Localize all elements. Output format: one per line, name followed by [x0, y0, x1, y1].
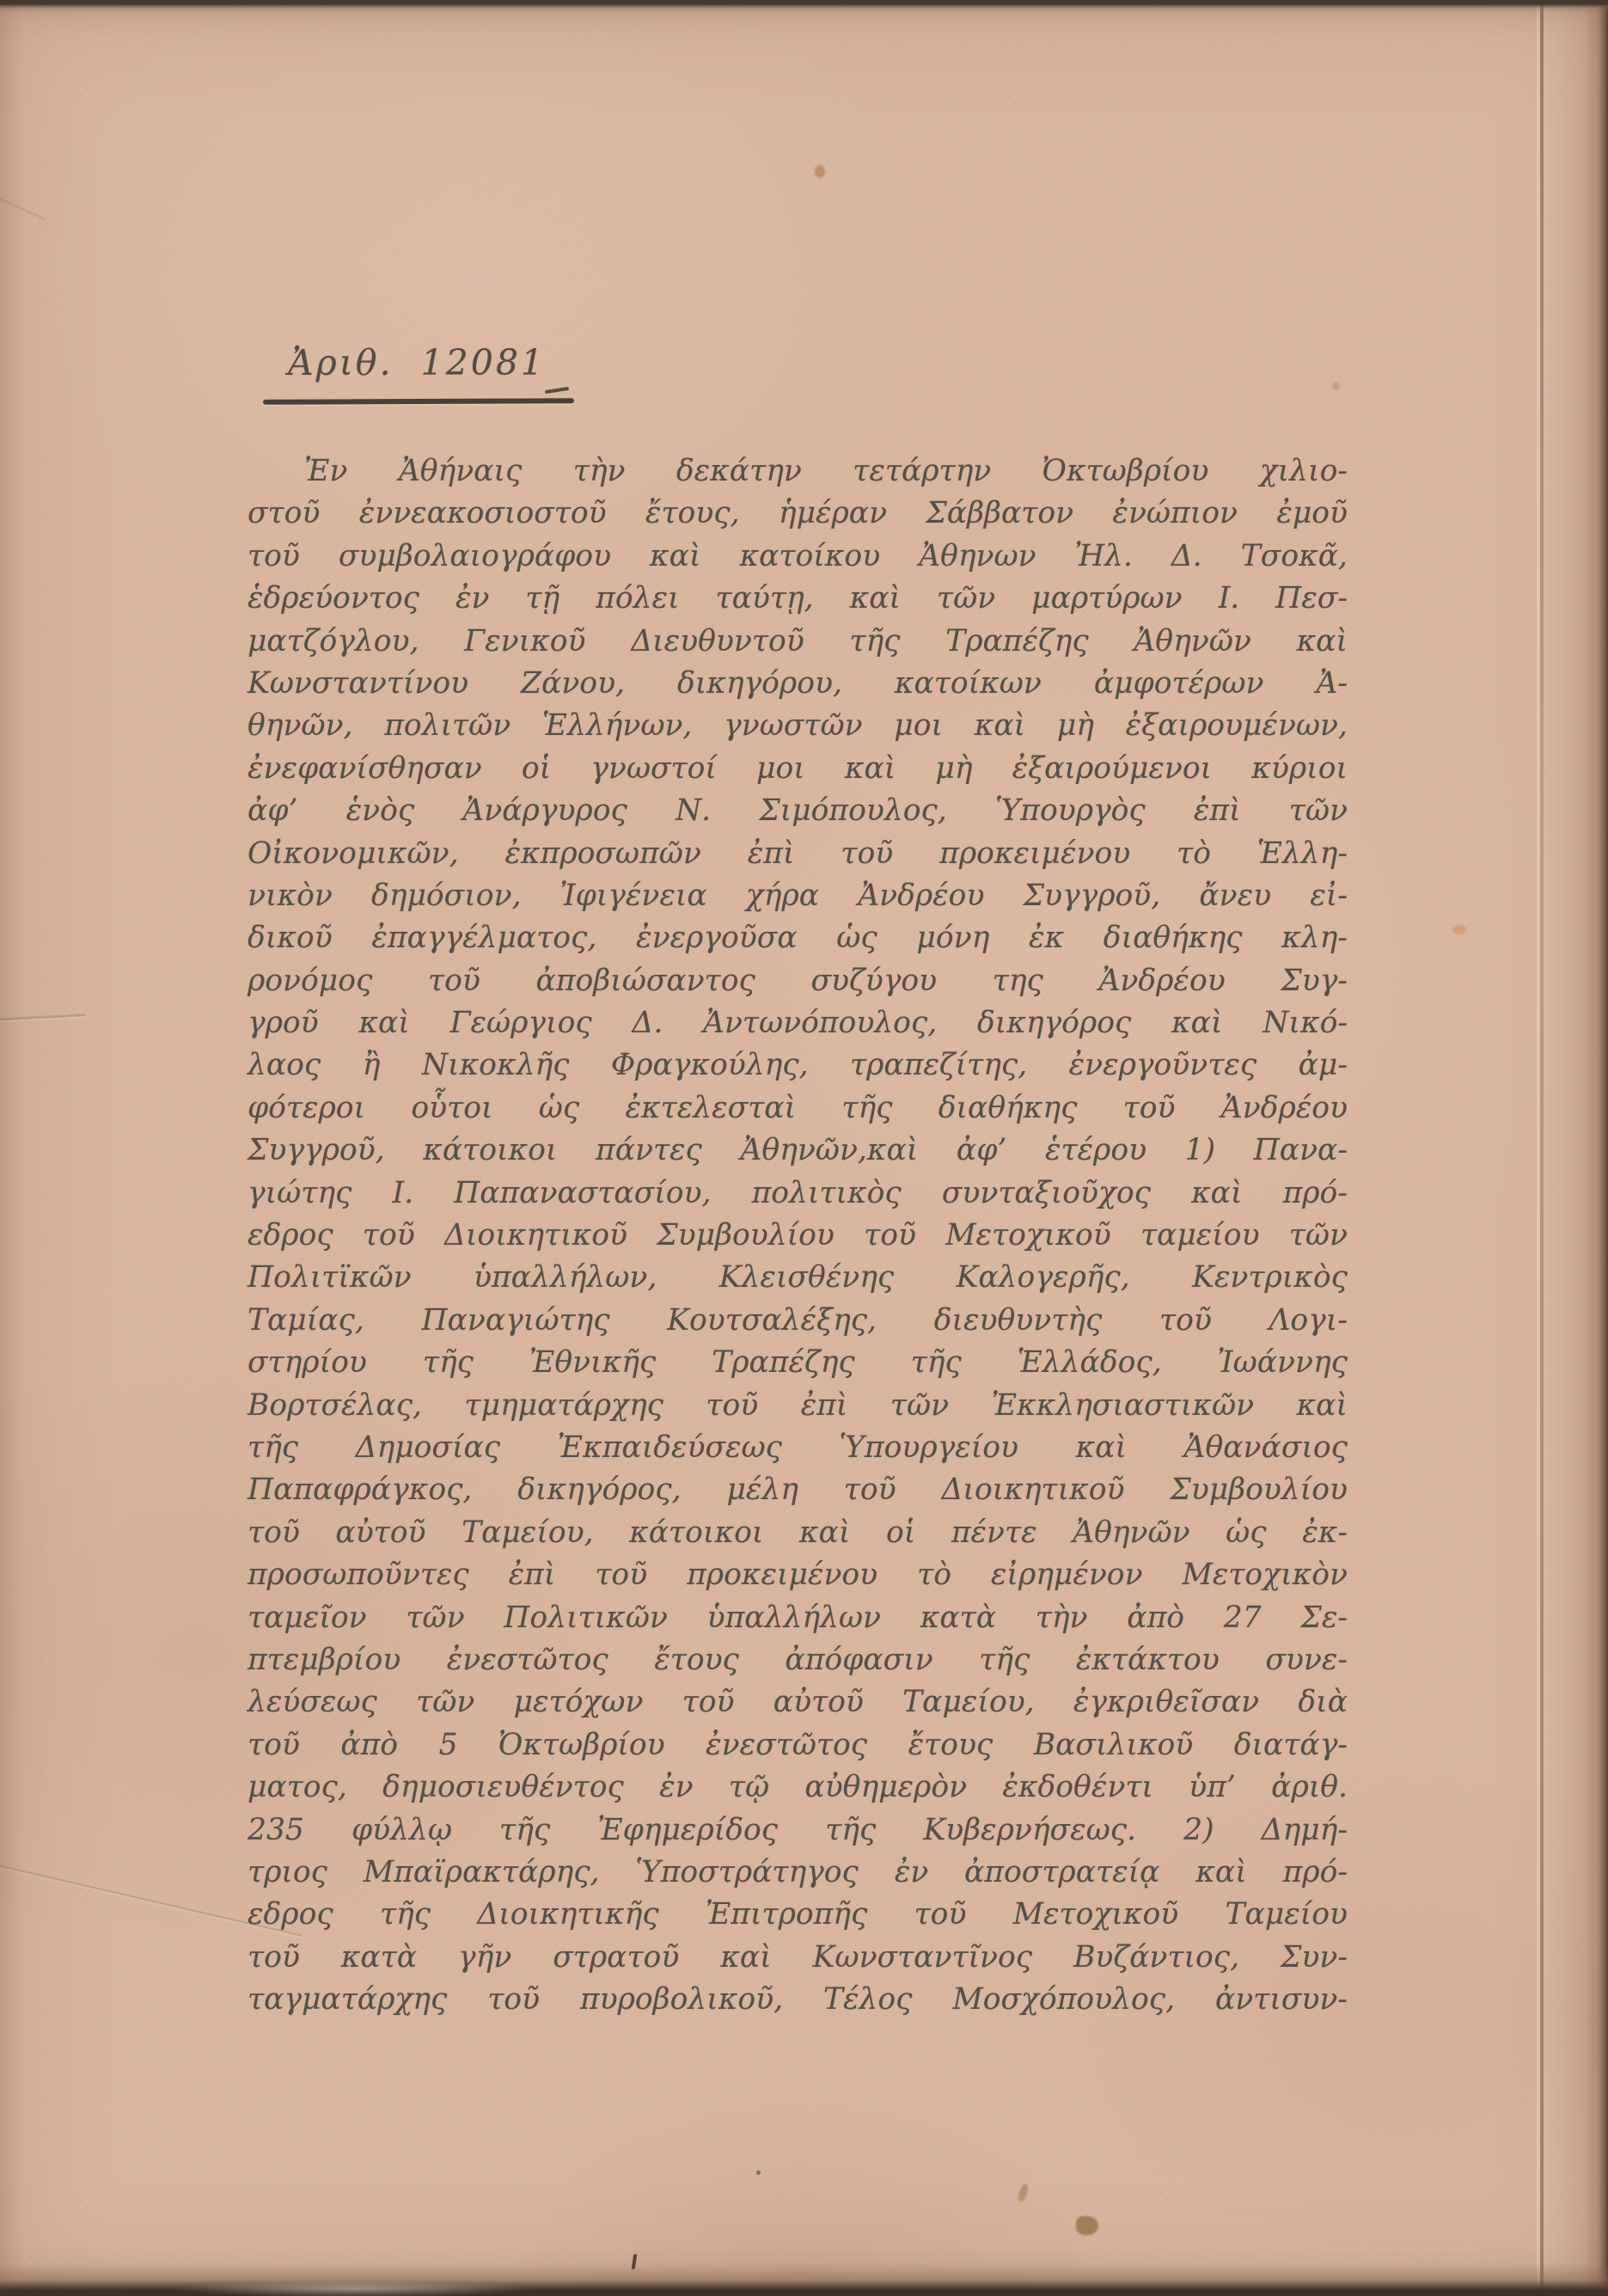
paper-stain: [1332, 383, 1340, 390]
text-line: στηρίου τῆς Ἐθνικῆς Τραπέζης τῆς Ἑλλάδος, Ἰωάννης: [248, 1345, 1348, 1381]
text-line: Οἰκονομικῶν, ἐκπροσωπῶν ἐπὶ τοῦ προκειμένου τὸ Ἑλλη-: [248, 836, 1348, 871]
text-line: φότεροι οὗτοι ὡς ἐκτελεσταὶ τῆς διαθήκης τοῦ Ἀνδρέου: [248, 1090, 1348, 1125]
text-line: τοῦ συμβολαιογράφου καὶ κατοίκου Ἀθηνων Ἠλ. Δ. Τσοκᾶ,: [248, 538, 1348, 573]
text-line: ματζόγλου, Γενικοῦ Διευθυντοῦ τῆς Τραπέζης Ἀθηνῶν καὶ: [248, 623, 1348, 658]
paper-stain: [815, 165, 825, 178]
text-line: γιώτης Ι. Παπαναστασίου, πολιτικὸς συνταξιοῦχος καὶ πρό-: [248, 1175, 1348, 1210]
ink-speck: [756, 2170, 761, 2175]
text-line: λεύσεως τῶν μετόχων τοῦ αὐτοῦ Ταμείου, ἐγκριθεῖσαν διὰ: [248, 1685, 1348, 1720]
text-line: Ταμίας, Παναγιώτης Κουτσαλέξης, διευθυντὴς τοῦ Λογι-: [248, 1302, 1348, 1338]
text-line: τῆς Δημοσίας Ἐκπαιδεύσεως Ὑπουργείου καὶ Ἀθανάσιος: [248, 1430, 1348, 1465]
text-line: τοῦ ἀπὸ 5 Ὀκτωβρίου ἐνεστῶτος ἔτους Βασιλικοῦ διατάγ-: [248, 1727, 1348, 1762]
text-line: Πολιτϊκῶν ὑπαλλήλων, Κλεισθένης Καλογερῆς, Κεντρικὸς: [248, 1260, 1348, 1295]
text-line: ἑδρεύοντος ἐν τῇ πόλει ταύτῃ, καὶ τῶν μαρτύρων Ι. Πεσ-: [248, 581, 1348, 616]
paper-stain: [1076, 2216, 1098, 2235]
text-line: πτεμβρίου ἐνεστῶτος ἔτους ἀπόφασιν τῆς ἐκτάκτου συνε-: [248, 1642, 1348, 1677]
text-line: τοῦ αὐτοῦ Ταμείου, κάτοικοι καὶ οἱ πέντε Ἀθηνῶν ὡς ἐκ-: [248, 1515, 1348, 1550]
text-line: Παπαφράγκος, δικηγόρος, μέλη τοῦ Διοικητικοῦ Συμβουλίου: [248, 1473, 1348, 1508]
text-line: ταμεῖον τῶν Πολιτικῶν ὑπαλλήλων κατὰ τὴν ἀπὸ 27 Σε-: [248, 1600, 1348, 1635]
text-line: Κωνσταντίνου Ζάνου, δικηγόρου, κατοίκων ἀμφοτέρων Ἀ-: [248, 665, 1348, 701]
page-right-torn-edge: [1586, 0, 1608, 2296]
text-line: Βορτσέλας, τμηματάρχης τοῦ ἐπὶ τῶν Ἐκκλησιαστικῶν καὶ: [248, 1387, 1348, 1423]
text-line: ταγματάρχης τοῦ πυροβολικοῦ, Τέλος Μοσχόπουλος, ἀντισυν-: [248, 1982, 1348, 2017]
text-line: ἀφ’ ἑνὸς Ἀνάργυρος Ν. Σιμόπουλος, Ὑπουργὸς ἐπὶ τῶν: [248, 793, 1348, 829]
text-line: εδρος τοῦ Διοικητικοῦ Συμβουλίου τοῦ Μετοχικοῦ ταμείου τῶν: [248, 1218, 1348, 1253]
text-line: εδρος τῆς Διοικητικῆς Ἐπιτροπῆς τοῦ Μετοχικοῦ Ταμείου: [248, 1897, 1348, 1932]
text-line: τριος Μπαϊρακτάρης, Ὑποστράτηγος ἐν ἀποστρατείᾳ καὶ πρό-: [248, 1854, 1348, 1889]
text-line: στοῦ ἐννεακοσιοστοῦ ἔτους, ἡμέραν Σάββατον ἐνώπιον ἐμοῦ: [248, 496, 1348, 531]
text-line: τοῦ κατὰ γῆν στρατοῦ καὶ Κωνσταντῖνος Βυζάντιος, Συν-: [248, 1939, 1348, 1975]
text-line: Συγγροῦ, κάτοικοι πάντες Ἀθηνῶν,καὶ ἀφ’ ἑτέρου 1) Πανα-: [248, 1133, 1348, 1168]
scan-top-edge: [0, 0, 1608, 14]
text-line: ρονόμος τοῦ ἀποβιώσαντος συζύγου της Ἀνδρέου Συγ-: [248, 963, 1348, 998]
paper-stain: [1452, 925, 1466, 934]
document-number: Ἀριθ. 12081: [288, 342, 546, 383]
text-line: 235 φύλλῳ τῆς Ἐφημερίδος τῆς Κυβερνήσεως. 2) Δημή-: [248, 1812, 1348, 1847]
text-line: Ἐν Ἀθήναις τὴν δεκάτην τετάρτην Ὀκτωβρίου χιλιο-: [304, 454, 1348, 488]
text-line: ματος, δημοσιευθέντος ἐν τῷ αὐθημερὸν ἐκδοθέντι ὑπ’ ἀριθ.: [248, 1770, 1348, 1805]
text-line: προσωποῦντες ἐπὶ τοῦ προκειμένου τὸ εἰρημένον Μετοχικὸν: [248, 1558, 1348, 1593]
text-line: γροῦ καὶ Γεώργιος Δ. Ἀντωνόπουλος, δικηγόρος καὶ Νικό-: [248, 1006, 1348, 1041]
text-line: νικὸν δημόσιον, Ἰφιγένεια χήρα Ἀνδρέου Συγγροῦ, ἄνευ εἰ-: [248, 878, 1348, 913]
text-line: ἐνεφανίσθησαν οἱ γνωστοί μοι καὶ μὴ ἐξαιρούμενοι κύριοι: [248, 750, 1348, 786]
document-body-text: [248, 450, 1348, 2021]
text-line: δικοῦ ἐπαγγέλματος, ἐνεργοῦσα ὡς μόνη ἐκ διαθήκης κλη-: [248, 921, 1348, 956]
text-line: θηνῶν, πολιτῶν Ἑλλήνων, γνωστῶν μοι καὶ μὴ ἐξαιρουμένων,: [248, 708, 1348, 744]
page-bottom-torn-edge: [0, 2263, 1608, 2296]
text-line: λαος ἢ Νικοκλῆς Φραγκούλης, τραπεζίτης, ἐνεργοῦντες ἀμ-: [248, 1048, 1348, 1083]
